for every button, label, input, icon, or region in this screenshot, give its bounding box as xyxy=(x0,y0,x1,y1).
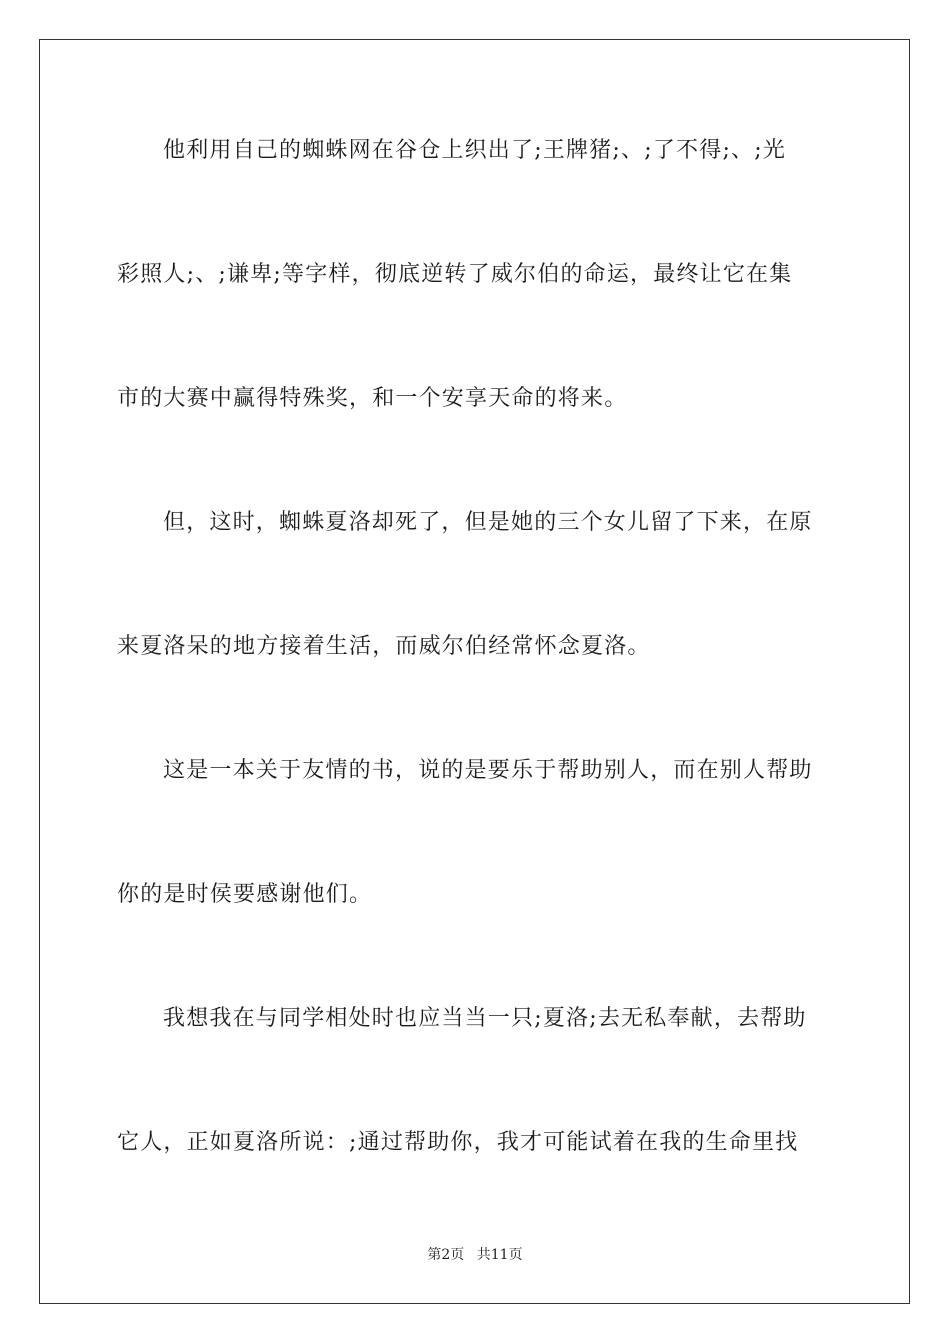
page-number: 第2页 xyxy=(427,1247,465,1263)
paragraph-1-line-2: 彩照人;、;谦卑;等字样，彻底逆转了威尔伯的命运，最终让它在集 xyxy=(117,262,793,287)
paragraph-2-line-1: 但，这时，蜘蛛夏洛却死了，但是她的三个女儿留了下来，在原 xyxy=(163,510,813,535)
paragraph-1-line-1: 他利用自己的蜘蛛网在谷仓上织出了;王牌猪;、;了不得;、;光 xyxy=(163,138,787,163)
paragraph-3-line-1: 这是一本关于友情的书，说的是要乐于帮助别人，而在别人帮助 xyxy=(163,758,813,783)
paragraph-2-line-2: 来夏洛呆的地方接着生活，而威尔伯经常怀念夏洛。 xyxy=(117,634,651,659)
page-total: 共11页 xyxy=(476,1247,523,1263)
paragraph-3-line-2: 你的是时侯要感谢他们。 xyxy=(117,882,373,907)
page-footer xyxy=(0,1245,950,1265)
paragraph-4-line-1: 我想我在与同学相处时也应当当一只;夏洛;去无私奉献，去帮助 xyxy=(163,1006,807,1031)
paragraph-4-line-2: 它人，正如夏洛所说：;通过帮助你，我才可能试着在我的生命里找 xyxy=(117,1130,799,1155)
page-border xyxy=(39,39,910,1304)
paragraph-1-line-3: 市的大赛中赢得特殊奖，和一个安享天命的将来。 xyxy=(117,386,628,411)
